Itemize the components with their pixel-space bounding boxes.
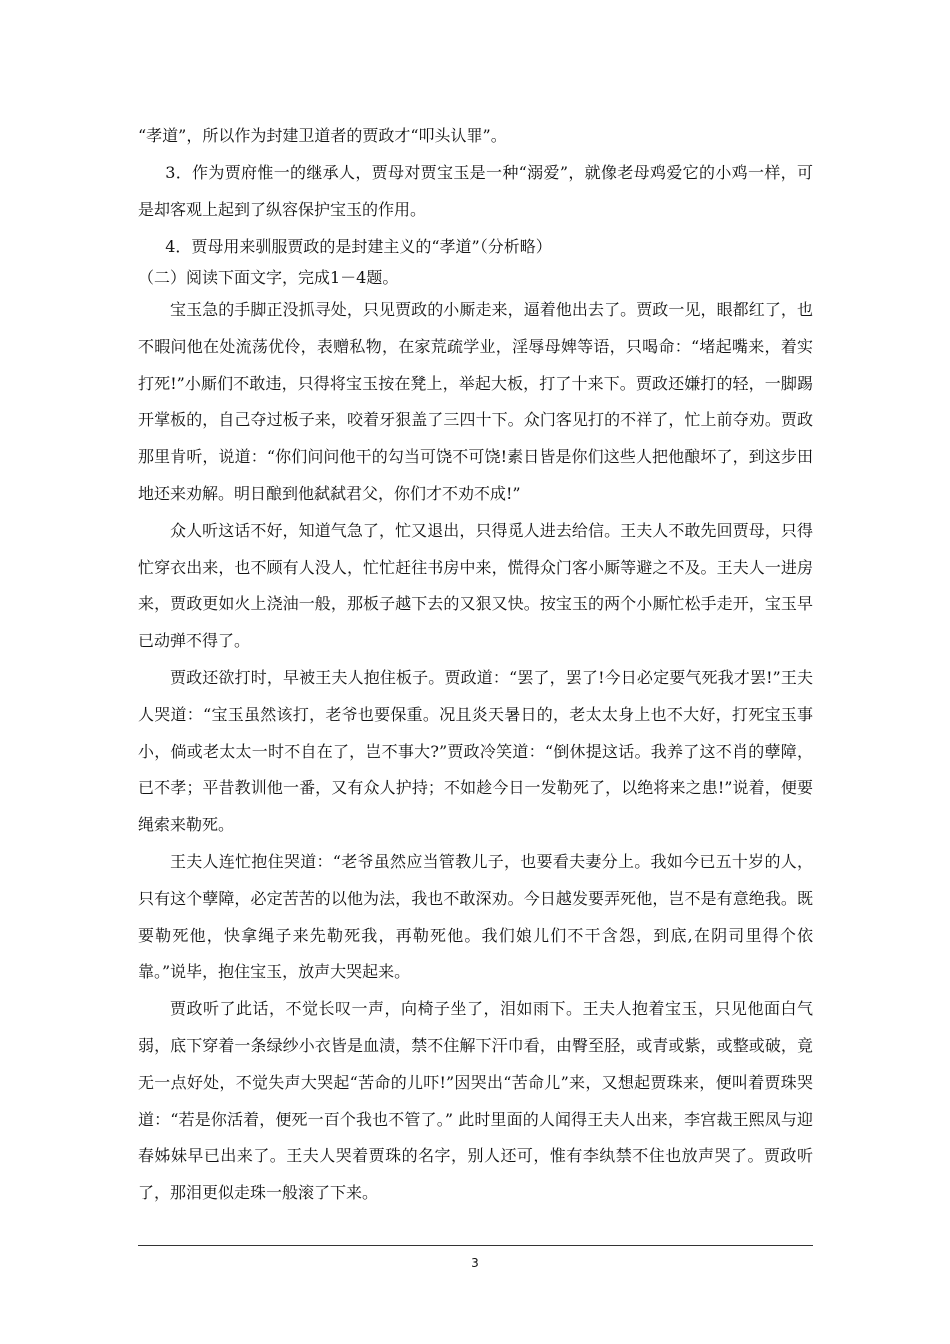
passage-paragraph: 众人听这话不好，知道气急了，忙又退出，只得觅人进去给信。王夫人不敢先回贾母，只得忙穿衣出来，也不顾有人没人，忙忙赶往书房中来，慌得众门客小厮等避之不及。王夫人一进房来，贾政更如火上浇油一般，那板子越下去的又狠又快。按宝玉的两个小厮忙松手走开，宝玉早已动弹不得了。 — [138, 520, 813, 651]
footer-divider — [138, 1245, 813, 1246]
answer-continuation: “孝道”，所以作为封建卫道者的贾政才“叩头认罪”。 — [138, 126, 507, 145]
passage-paragraph: 贾政还欲打时，早被王夫人抱住板子。贾政道：“罢了，罢了!今日必定要气死我才罢!”王夫人哭道：“宝玉虽然该打，老爷也要保重。况且炎天暑日的，老太太身上也不大好，打死宝玉事小，倘或老太太一时不自在了，岂不事大?”贾政冷笑道：“倒休提这话。我养了这不肖的孽障，已不孝；平昔教训他一番，又有众人护持；不如趁今日一发勒死了，以绝将来之患!”说着，便要绳索来勒死。 — [138, 667, 813, 835]
passage-paragraph: 宝玉急的手脚正没抓寻处，只见贾政的小厮走来，逼着他出去了。贾政一见，眼都红了，也不暇问他在处流荡优伶，表赠私物，在家荒疏学业，淫辱母婢等语，只喝命：“堵起嘴来，着实打死!”小厮们不敢违，只得将宝玉按在凳上，举起大板，打了十来下。贾政还嫌打的轻，一脚踢开掌板的，自己夺过板子来，咬着牙狠盖了三四十下。众门客见打的不祥了，忙上前夺劝。贾政那里肯听，说道：“你们问问他干的勾当可饶不可饶!素日皆是你们这些人把他酿坏了，到这步田地还来劝解。明日酿到他弑弑君父，你们才不劝不成!” — [138, 300, 813, 503]
reading-passage — [138, 292, 813, 1212]
answer-item-3: 3．作为贾府惟一的继承人，贾母对贾宝玉是一种“溺爱”，就像老母鸡爱它的小鸡一样，可是却客观上起到了纵容保护宝玉的作用。 — [138, 163, 813, 219]
section-heading: （二）阅读下面文字，完成1－4题。 — [138, 268, 399, 287]
passage-paragraph: 王夫人连忙抱住哭道：“老爷虽然应当管教儿子，也要看夫妻分上。我如今已五十岁的人，只有这个孽障，必定苦苦的以他为法，我也不敢深劝。今日越发要弄死他，岂不是有意绝我。既要勒死他，快拿绳子来先勒死我，再勒死他。我们娘儿们不干含怨，到底,在阴司里得个依靠。”说毕，抱住宝玉，放声大哭起来。 — [138, 851, 813, 982]
passage-paragraph: 贾政听了此话，不觉长叹一声，向椅子坐了，泪如雨下。王夫人抱着宝玉，只见他面白气弱，底下穿着一条绿纱小衣皆是血渍，禁不住解下汗巾看，由臀至胫，或青或紫，或整或破，竟无一点好处，不觉失声大哭起“苦命的儿吓!”因哭出“苦命儿”来，又想起贾珠来，便叫着贾珠哭道：“若是你活着，便死一百个我也不管了。” 此时里面的人闻得王夫人出来，李宫裁王熙凤与迎春姊妹早已出来了。王夫人哭着贾珠的名字，别人还可，惟有李纨禁不住也放声哭了。贾政听了，那泪更似走珠一般滚了下来。 — [138, 999, 813, 1203]
page-number: 3 — [471, 1256, 479, 1270]
answer-item-4: 4．贾母用来驯服贾政的是封建主义的“孝道”（分析略） — [165, 237, 552, 256]
